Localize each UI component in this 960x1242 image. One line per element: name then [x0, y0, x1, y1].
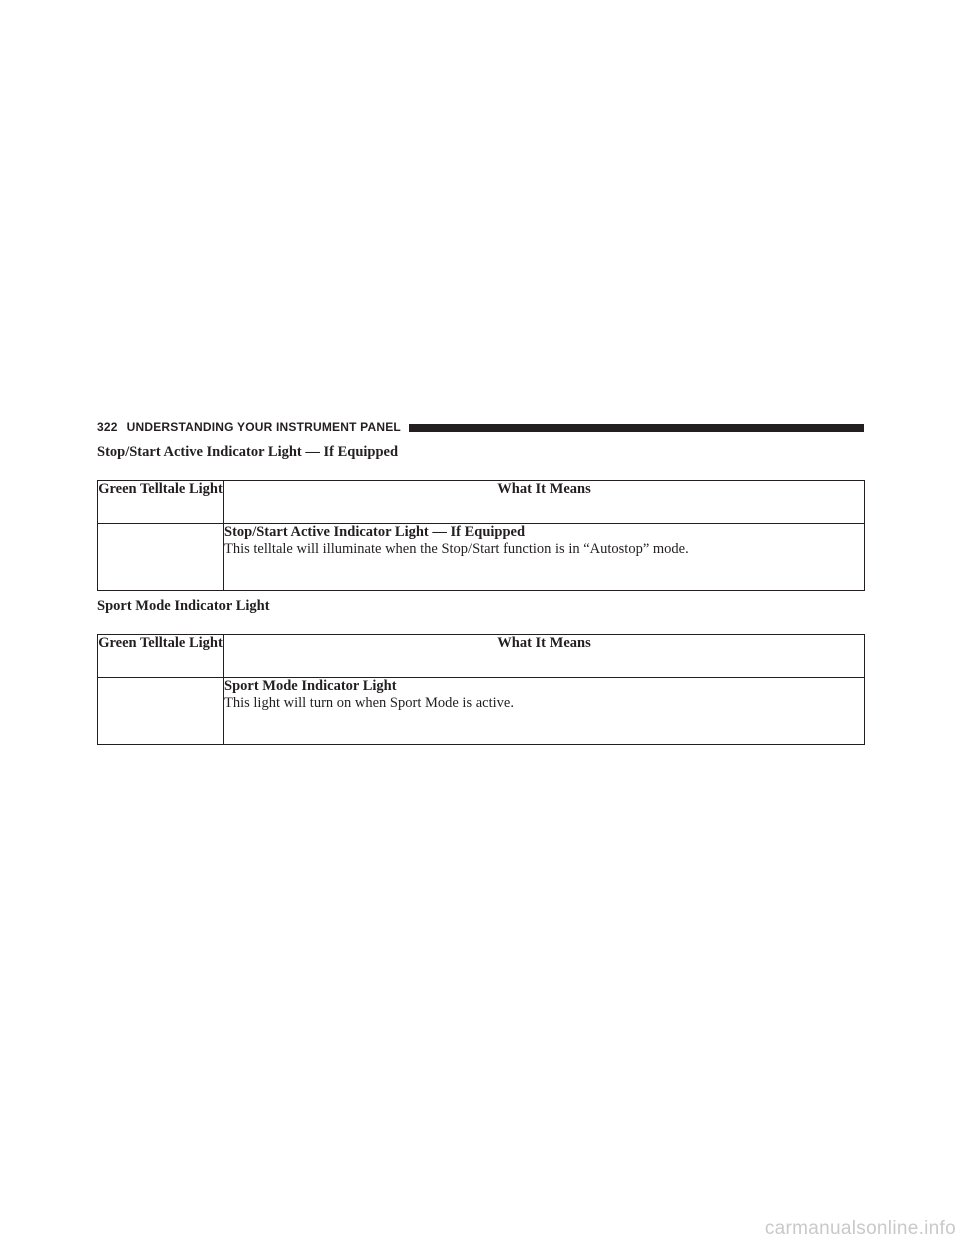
- chapter-title: UNDERSTANDING YOUR INSTRUMENT PANEL: [126, 420, 401, 434]
- column-header-meaning: What It Means: [224, 481, 865, 524]
- table-header-row: [98, 481, 865, 524]
- meaning-cell: [224, 678, 865, 745]
- telltale-icon-cell: [98, 678, 224, 745]
- page-number: 322: [97, 420, 118, 434]
- header-rule: [409, 424, 864, 432]
- telltale-table-sport-mode: [97, 634, 865, 745]
- page-header: [97, 419, 864, 435]
- column-header-telltale: Green Telltale Light: [98, 481, 224, 524]
- row-title: Stop/Start Active Indicator Light — If Equipped: [224, 524, 526, 540]
- watermark: carmanualsonline.info: [764, 1218, 956, 1239]
- table-row: [98, 524, 865, 591]
- section-heading-sport-mode: Sport Mode Indicator Light: [97, 598, 270, 614]
- meaning-cell: [224, 524, 865, 591]
- column-header-meaning: What It Means: [224, 635, 865, 678]
- row-title: Sport Mode Indicator Light: [224, 678, 397, 694]
- telltale-table-stop-start: [97, 480, 865, 591]
- table-row: [98, 678, 865, 745]
- section-heading-stop-start: Stop/Start Active Indicator Light — If Equipped: [97, 444, 399, 460]
- telltale-icon-cell: [98, 524, 224, 591]
- column-header-telltale: Green Telltale Light: [98, 635, 224, 678]
- row-description: This telltale will illuminate when the Stop/Start function is in “Autostop” mode.: [224, 541, 689, 557]
- row-description: This light will turn on when Sport Mode is active.: [224, 695, 514, 711]
- table-header-row: [98, 635, 865, 678]
